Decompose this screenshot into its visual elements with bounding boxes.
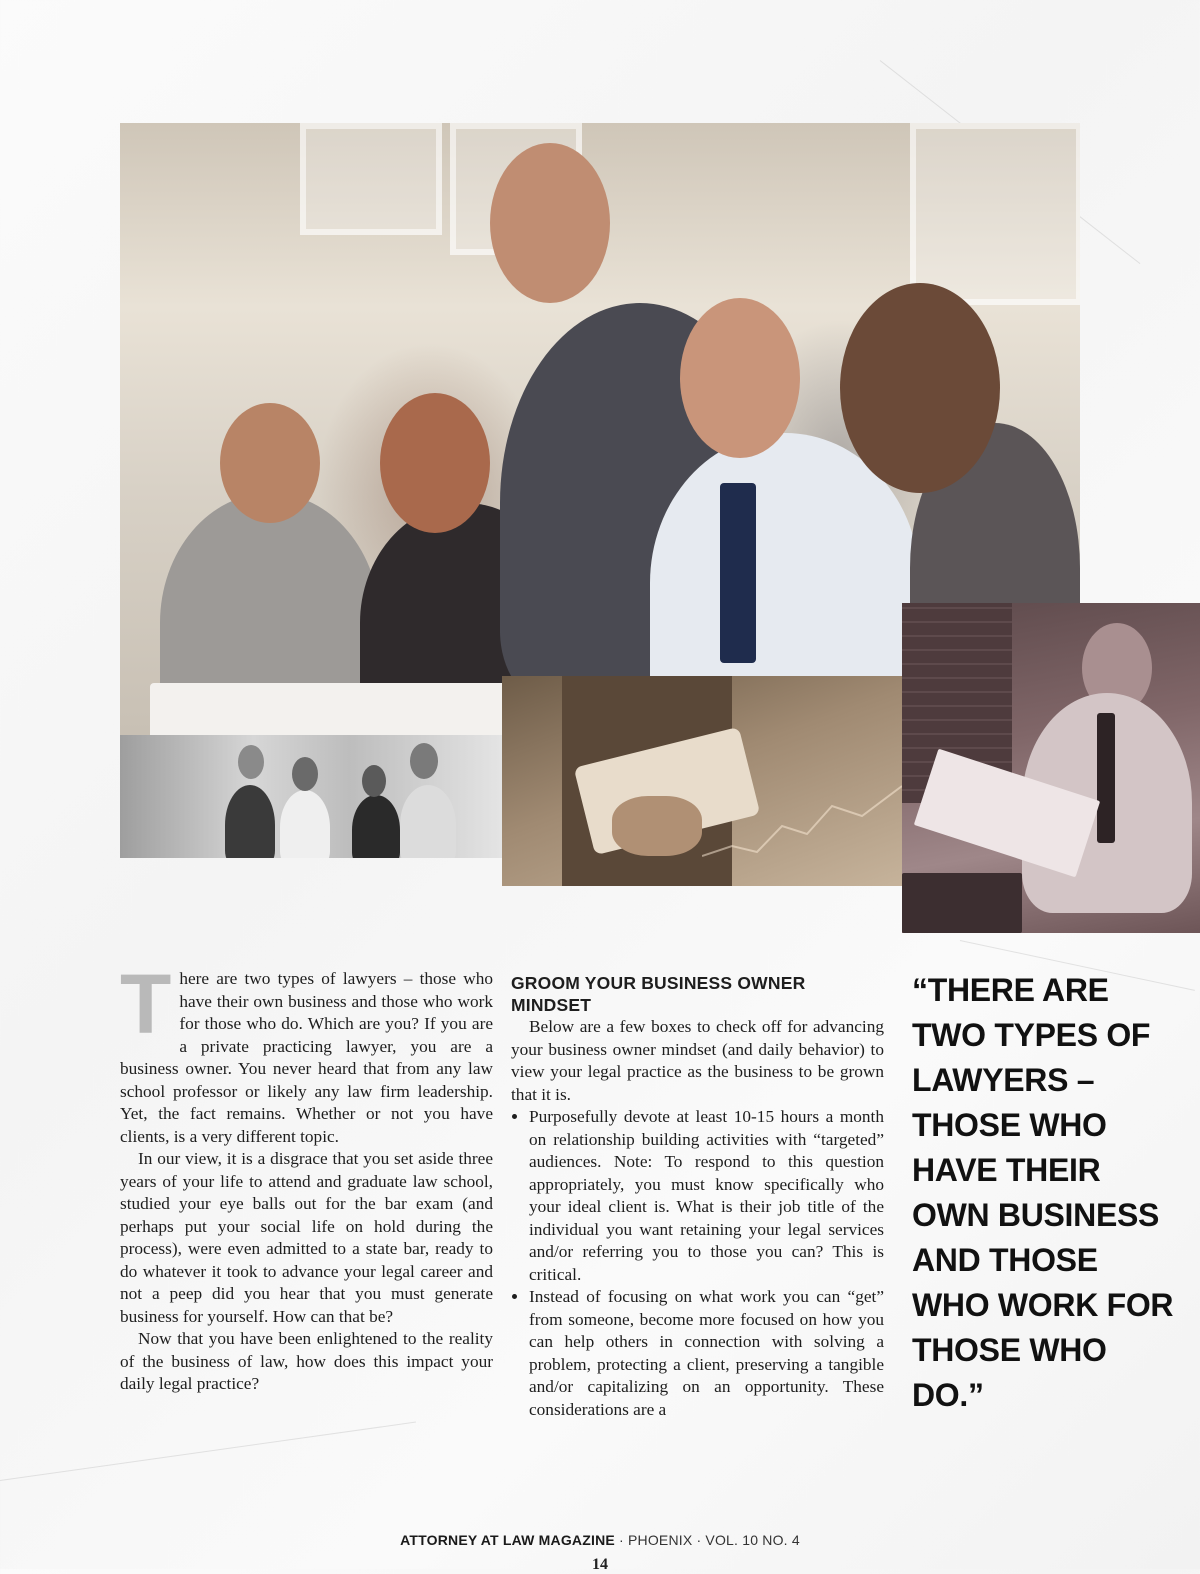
tie-shape: [1097, 713, 1115, 843]
person-head: [238, 745, 264, 779]
person-head: [292, 757, 318, 791]
article-column-2: [511, 968, 884, 1421]
hand-shape: [612, 796, 702, 856]
list-item: • Instead of focusing on what work you can “get” from someone, become more focused on how you can help others in connection with solving a problem, protecting a client, preserving a tangible and/or capitalizing on an opportunity. These considerations are a: [529, 1286, 884, 1421]
checklist: [511, 1106, 884, 1421]
colleagues-standing-photo: [120, 735, 502, 858]
person-silhouette: [225, 785, 275, 858]
tie-shape: [720, 483, 756, 663]
person-head: [220, 403, 320, 523]
list-item: • Purposefully devote at least 10-15 hours a month on relationship building activities with “targeted” audiences. Note: To respond to this question appropriately, you must know specifically who your ideal client is. What is their job title of the individual you want retaining your legal services and/or referring you to those you can? This is critical.: [529, 1106, 884, 1286]
person-silhouette: [400, 785, 456, 858]
section-intro-paragraph: Below are a few boxes to check off for advancing your business owner mindset (and daily behavior) to view your legal practice as the business to be grown that it is.: [511, 1017, 884, 1104]
magazine-name: ATTORNEY AT LAW MAGAZINE: [400, 1532, 615, 1548]
person-head: [840, 283, 1000, 493]
laptop-shape: [902, 873, 1022, 933]
pull-quote: “THERE ARE TWO TYPES OF LAWYERS – THOSE WHO HAVE THEIR OWN BUSINESS AND THOSE WHO WORK FOR THOSE WHO DO.”: [912, 972, 1174, 1413]
hand-holding-tablet-photo: [502, 676, 902, 886]
article-column-1: [120, 957, 493, 1396]
body-paragraph: Now that you have been enlightened to the reality of the business of law, how does this impact your daily legal practice?: [120, 1329, 493, 1393]
desk-papers: [150, 683, 530, 735]
person-silhouette: [280, 790, 330, 858]
person-head: [680, 298, 800, 458]
intro-text: here are two types of lawyers – those who have their own business and those who work for those who do. Which are you? If you are a private practicing lawyer, you are a business owner. You never heard that from any law school professor or likely any law firm leadership. Yet, the fact remains. Whether or not you have clients, is a very different topic.: [120, 969, 493, 1146]
person-head: [490, 143, 610, 303]
page-footer: [0, 1532, 1200, 1548]
page-number: 14: [592, 1556, 608, 1573]
footer-separator: ·: [614, 1532, 628, 1548]
office-window: [910, 123, 1080, 305]
person-head: [380, 393, 490, 533]
stock-chart-overlay: [702, 756, 902, 876]
person-silhouette: [352, 795, 400, 858]
section-heading: GROOM YOUR BUSINESS OWNER MINDSET: [511, 973, 806, 1015]
marble-vein: [0, 1422, 416, 1481]
body-paragraph: In our view, it is a disgrace that you set aside three years of your life to attend and graduate law school, studied your eye balls out for the bar exam (and perhaps put your social life on hold during the process), were even admitted to a state bar, ready to do whatever it took to advance your legal career and not a peep did you hear that you must generate business for yourself. How can that be?: [120, 1149, 493, 1326]
person-head: [362, 765, 386, 797]
person-head: [410, 743, 438, 779]
edition-info: PHOENIX · VOL. 10 NO. 4: [627, 1532, 800, 1548]
intro-paragraph: [120, 957, 493, 1148]
man-reviewing-documents-photo: [902, 603, 1200, 933]
drop-cap: T: [120, 957, 172, 1051]
office-window: [300, 123, 442, 235]
